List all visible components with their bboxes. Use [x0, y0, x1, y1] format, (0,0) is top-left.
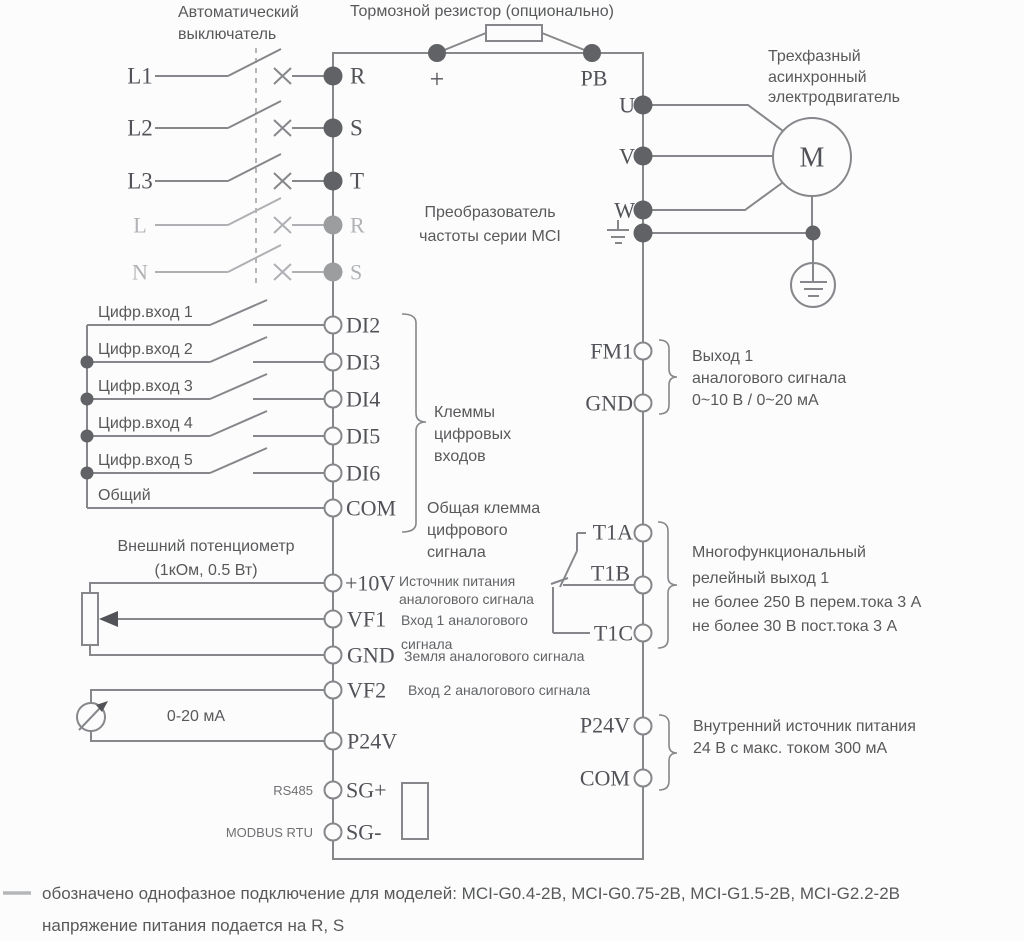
n-breaker-x-icon	[274, 264, 291, 280]
pb-terminal-label: PB	[580, 65, 608, 91]
pot-note-line1: Внешний потенциометр	[117, 538, 295, 555]
pe-earth-icon	[607, 220, 629, 243]
digital-group-note-line2: цифровых	[434, 426, 512, 443]
terminal-u-label: U	[619, 92, 635, 118]
breaker-label-line2: выключатель	[178, 26, 277, 43]
digital-common-note-line2: цифрового	[427, 522, 508, 539]
footnote-line2: напряжение питания подается на R, S	[42, 916, 345, 935]
pot-wiper-arrow-icon	[99, 611, 118, 627]
supply-section	[127, 48, 366, 285]
psu-note-line1: Внутренний источник питания	[693, 718, 916, 735]
terminal-com-right	[635, 770, 652, 787]
brake-resistor-symbol	[486, 25, 542, 41]
terminal-sg-plus-label: SG+	[346, 777, 387, 803]
terminal-dot-s-single	[324, 263, 343, 282]
terminal-di2-label: DI2	[346, 312, 381, 338]
l3-breaker-x-icon	[274, 173, 291, 189]
note-vf1-line1: Вход 1 аналогового	[401, 612, 528, 628]
terminal-r-label: R	[350, 63, 366, 89]
l2-breaker-x-icon	[274, 120, 291, 136]
phase-l2-label: L2	[127, 115, 153, 141]
digital-terminals-brace	[402, 314, 426, 532]
terminal-vf1-label: VF1	[347, 606, 387, 632]
phase-l3-label: L3	[127, 168, 153, 194]
termination-resistor-symbol	[402, 783, 428, 839]
pb-node-dot	[583, 44, 601, 62]
digital-input2-label: Цифр.вход 2	[98, 341, 193, 358]
terminal-10v	[325, 575, 342, 592]
terminal-t-label: T	[350, 168, 365, 194]
ground-junction-dot	[806, 226, 821, 241]
note-10v-line1: Источник питания	[399, 573, 516, 589]
digital-input1-label: Цифр.вход 1	[98, 304, 193, 321]
terminal-gnd-right	[635, 395, 652, 412]
terminal-di6-label: DI6	[346, 460, 381, 486]
ground-wire	[643, 196, 813, 263]
di5-bus-junction-dot	[81, 430, 94, 443]
terminal-s-single-label: S	[350, 259, 363, 285]
terminal-di6	[325, 465, 342, 482]
terminal-agnd-label: GND	[347, 642, 395, 668]
terminal-sg-plus	[325, 782, 342, 799]
terminal-vf2-label: VF2	[347, 677, 387, 703]
rs485-label: RS485	[273, 783, 313, 798]
pot-note-line2: (1кОм, 0.5 Вт)	[154, 562, 258, 579]
terminal-dot-t	[324, 172, 343, 191]
analog-output-note-line3: 0~10 В / 0~20 мА	[692, 392, 819, 409]
analog-output-brace	[659, 340, 677, 414]
analog-output-note-line1: Выход 1	[692, 348, 754, 365]
terminal-t1b	[635, 577, 652, 594]
pot-wire-bottom	[90, 645, 324, 655]
modbus-label: MODBUS RTU	[225, 825, 313, 840]
motor-symbol: M	[799, 142, 825, 174]
digital-common-note-line3: сигнала	[427, 544, 486, 561]
motor-label-line1: Трехфазный	[768, 48, 861, 65]
note-gnd: Земля аналогового сигнала	[404, 648, 585, 664]
relay-note-line2: релейный выход 1	[692, 570, 830, 587]
terminal-p24v-right	[635, 718, 652, 735]
current-source-wire-bottom	[91, 731, 324, 741]
terminal-fm1	[635, 343, 652, 360]
inverter-title-line2: частоты серии MCI	[419, 228, 561, 245]
terminal-t1a-label: T1A	[592, 519, 633, 545]
digital-input5-label: Цифр.вход 5	[98, 452, 193, 469]
relay-note-line1: Многофункциональный	[692, 544, 866, 561]
comm-section	[226, 778, 428, 845]
terminal-w-label: W	[614, 197, 635, 223]
pot-wire-top	[90, 583, 324, 593]
di3-bus-junction-dot	[81, 356, 94, 369]
terminal-di4-label: DI4	[346, 386, 381, 412]
terminal-t1b-label: T1B	[590, 560, 630, 586]
terminal-fm1-label: FM1	[590, 338, 633, 364]
di4-bus-junction-dot	[81, 393, 94, 406]
header-labels	[178, 3, 614, 43]
terminal-s-label: S	[350, 115, 363, 141]
l2-wire	[155, 101, 324, 128]
inverter-title-line1: Преобразователь	[424, 204, 556, 221]
l1-breaker-x-icon	[274, 68, 291, 84]
current-source-wire-top	[91, 690, 324, 703]
note-vf2: Вход 2 аналогового сигнала	[408, 682, 591, 698]
current-source-label: 0-20 мА	[166, 708, 226, 725]
terminal-com-label: COM	[346, 495, 397, 521]
terminal-dot-s	[324, 119, 343, 138]
brake-resistor-label: Тормозной резистор (опционально)	[350, 3, 614, 20]
l-breaker-x-icon	[274, 217, 291, 233]
l-wire	[155, 198, 324, 225]
terminal-di2	[325, 317, 342, 334]
terminal-r-single-label: R	[350, 212, 365, 238]
terminal-10v-label: +10V	[345, 570, 396, 596]
digital-common-label: Общий	[98, 487, 151, 504]
digital-input3-label: Цифр.вход 3	[98, 378, 193, 395]
breaker-label-line1: Автоматический	[178, 4, 299, 21]
digital-inputs-section	[81, 300, 541, 561]
relay-output-brace	[658, 522, 677, 648]
terminal-gnd-right-label: GND	[585, 390, 633, 416]
terminal-t1c	[635, 625, 652, 642]
plus-terminal-label: +	[429, 64, 445, 94]
plus-node-dot	[428, 44, 446, 62]
terminal-dot-v	[634, 147, 653, 166]
brake-resistor-circuit	[428, 25, 607, 94]
terminal-dot-r	[324, 67, 343, 86]
psu-section	[580, 713, 916, 791]
u-motor-wire	[643, 105, 783, 131]
note-vf1-line2: сигнала	[401, 636, 453, 652]
terminal-agnd	[325, 647, 342, 664]
digital-group-note-line3: входов	[434, 448, 486, 465]
digital-common-note-line1: Общая клемма	[427, 500, 541, 517]
relay-output-section	[551, 520, 922, 649]
neutral-l-label: L	[133, 212, 147, 238]
relay-note-line3: не более 250 В перем.тока 3 А	[692, 594, 922, 611]
terminal-v-label: V	[619, 143, 635, 169]
analog-output-note-line2: аналогового сигнала	[692, 370, 847, 387]
terminal-sg-minus	[325, 824, 342, 841]
terminal-vf1	[325, 611, 342, 628]
terminal-di3	[325, 354, 342, 371]
terminal-vf2	[325, 682, 342, 699]
terminal-p24v-right-label: P24V	[579, 712, 630, 738]
terminal-di3-label: DI3	[346, 349, 381, 375]
terminal-p24v-left	[325, 733, 342, 750]
motor-label-line3: электродвигатель	[768, 89, 900, 106]
n-wire	[155, 245, 324, 272]
terminal-di4	[325, 391, 342, 408]
relay-note-line4: не более 30 В пост.тока 3 А	[692, 618, 898, 635]
psu-brace	[659, 715, 677, 790]
terminal-p24v-left-label: P24V	[347, 728, 398, 754]
potentiometer-symbol	[82, 593, 98, 645]
analog-output-section	[585, 339, 846, 416]
footnote-line1: обозначено однофазное подключение для моделей: MCI-G0.4-2B, MCI-G0.75-2B, MCI-G1.5-2B, MCI-G2.2-2B	[42, 884, 900, 903]
terminal-dot-r-single	[324, 216, 343, 235]
terminal-com-right-label: COM	[579, 765, 630, 791]
terminal-sg-minus-label: SG-	[346, 819, 382, 845]
di6-bus-junction-dot	[81, 467, 94, 480]
terminal-dot-w	[634, 201, 653, 220]
l1-wire	[155, 49, 324, 76]
neutral-n-label: N	[132, 259, 148, 285]
w-motor-wire	[643, 183, 782, 210]
terminal-t1a	[635, 525, 652, 542]
footnote	[3, 884, 900, 935]
terminal-com	[325, 500, 342, 517]
motor-label-line2: асинхронный	[768, 69, 867, 86]
phase-l1-label: L1	[127, 63, 153, 89]
psu-note-line2: 24 В с макс. током 300 мА	[693, 740, 888, 757]
terminal-di5	[325, 428, 342, 445]
digital-input4-label: Цифр.вход 4	[98, 415, 193, 432]
terminal-dot-pe	[634, 224, 653, 243]
l3-wire	[155, 154, 324, 181]
terminal-di5-label: DI5	[346, 423, 381, 449]
terminal-dot-u	[634, 96, 653, 115]
motor-section	[607, 48, 900, 307]
terminal-t1c-label: T1C	[593, 620, 633, 646]
digital-group-note-line1: Клеммы	[434, 404, 496, 421]
note-10v-line2: аналогового сигнала	[399, 591, 534, 607]
